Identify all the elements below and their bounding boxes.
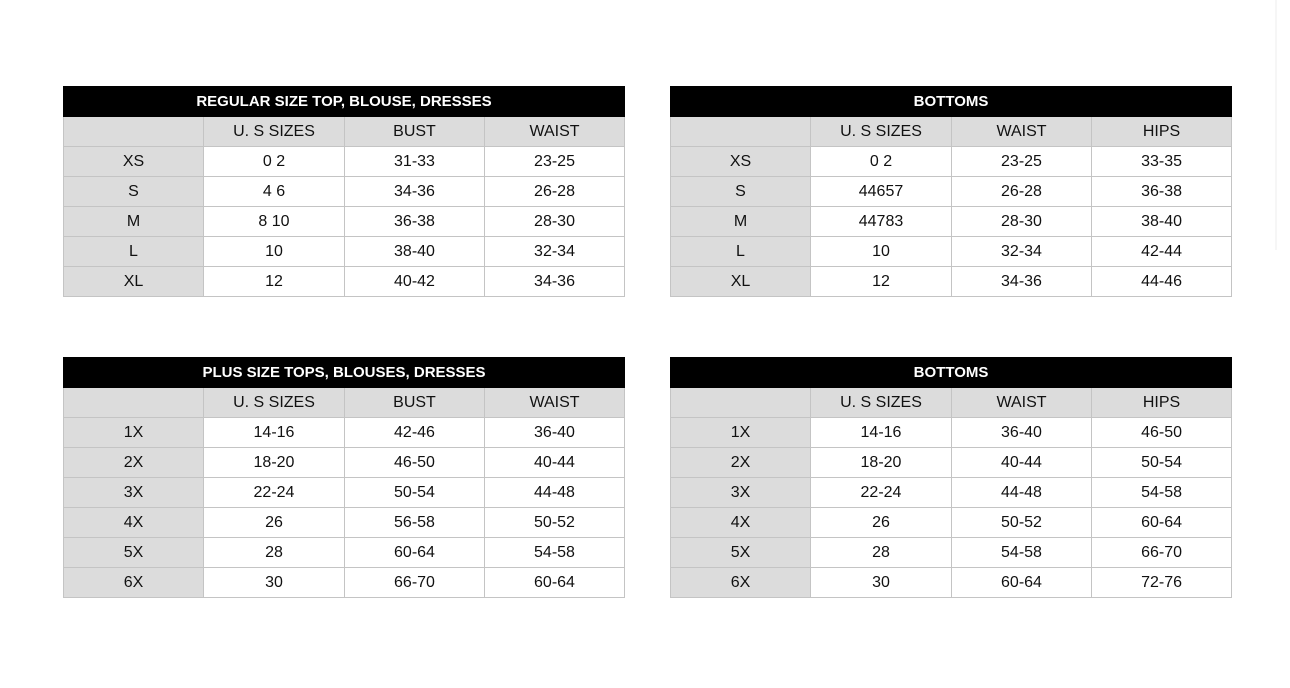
column-header-us-sizes: U. S SIZES [204,388,345,418]
table-row [64,177,625,207]
hips-cell: 50-54 [1092,448,1232,478]
us-size-cell: 12 [204,267,345,297]
hips-cell: 66-70 [1092,538,1232,568]
waist-cell: 26-28 [952,177,1092,207]
size-label: S [64,177,204,207]
table-row [671,177,1232,207]
size-label: 1X [64,418,204,448]
column-header-bust: BUST [345,117,485,147]
us-size-cell: 10 [204,237,345,267]
waist-cell: 60-64 [952,568,1092,598]
table-row [671,478,1232,508]
column-header-us-sizes: U. S SIZES [811,388,952,418]
us-size-cell: 12 [811,267,952,297]
us-size-cell: 14-16 [811,418,952,448]
table-row [671,267,1232,297]
hips-cell: 46-50 [1092,418,1232,448]
size-label: 6X [64,568,204,598]
table-row [64,538,625,568]
us-size-cell: 22-24 [204,478,345,508]
table-title: BOTTOMS [671,87,1232,117]
hips-cell: 60-64 [1092,508,1232,538]
size-label: S [671,177,811,207]
bust-cell: 40-42 [345,267,485,297]
size-label: XS [671,147,811,177]
waist-cell: 32-34 [485,237,625,267]
size-label: XL [64,267,204,297]
us-size-cell: 30 [204,568,345,598]
table-row [671,147,1232,177]
us-size-cell: 4 6 [204,177,345,207]
size-label: 5X [64,538,204,568]
hips-cell: 54-58 [1092,478,1232,508]
table-row [671,538,1232,568]
table-row [671,508,1232,538]
table-row [64,237,625,267]
table-row [64,418,625,448]
column-header-bust: BUST [345,388,485,418]
waist-cell: 50-52 [952,508,1092,538]
us-size-cell: 14-16 [204,418,345,448]
table-row [64,147,625,177]
size-label: 6X [671,568,811,598]
table-row [64,267,625,297]
column-header-waist: WAIST [952,388,1092,418]
table-row [671,568,1232,598]
column-header-waist: WAIST [952,117,1092,147]
us-size-cell: 26 [204,508,345,538]
table-row [64,478,625,508]
regular-size-bottoms-table [670,86,1232,297]
waist-cell: 23-25 [485,147,625,177]
us-size-cell: 10 [811,237,952,267]
waist-cell: 34-36 [485,267,625,297]
waist-cell: 26-28 [485,177,625,207]
column-header-waist: WAIST [485,388,625,418]
bust-cell: 56-58 [345,508,485,538]
us-size-cell: 26 [811,508,952,538]
column-header-us-sizes: U. S SIZES [204,117,345,147]
column-header-hips: HIPS [1092,117,1232,147]
size-label: 3X [671,478,811,508]
waist-cell: 36-40 [952,418,1092,448]
table-row [671,207,1232,237]
column-header-blank [64,388,204,418]
hips-cell: 72-76 [1092,568,1232,598]
size-label: XS [64,147,204,177]
table-title: PLUS SIZE TOPS, BLOUSES, DRESSES [64,358,625,388]
size-label: 4X [64,508,204,538]
table-row [64,448,625,478]
bust-cell: 36-38 [345,207,485,237]
column-header-us-sizes: U. S SIZES [811,117,952,147]
table-row [671,418,1232,448]
column-header-blank [671,388,811,418]
plus-size-bottoms-table [670,357,1232,598]
waist-cell: 36-40 [485,418,625,448]
size-label: XL [671,267,811,297]
table-row [671,448,1232,478]
hips-cell: 42-44 [1092,237,1232,267]
size-label: L [64,237,204,267]
hips-cell: 44-46 [1092,267,1232,297]
bust-cell: 46-50 [345,448,485,478]
size-label: 2X [671,448,811,478]
column-header-blank [671,117,811,147]
waist-cell: 50-52 [485,508,625,538]
us-size-cell: 0 2 [204,147,345,177]
plus-size-tops-table [63,357,625,598]
hips-cell: 38-40 [1092,207,1232,237]
table-row [671,237,1232,267]
size-label: 4X [671,508,811,538]
waist-cell: 44-48 [485,478,625,508]
us-size-cell: 18-20 [811,448,952,478]
bust-cell: 38-40 [345,237,485,267]
bust-cell: 60-64 [345,538,485,568]
waist-cell: 28-30 [952,207,1092,237]
us-size-cell: 28 [204,538,345,568]
us-size-cell: 8 10 [204,207,345,237]
hips-cell: 36-38 [1092,177,1232,207]
table-title: REGULAR SIZE TOP, BLOUSE, DRESSES [64,87,625,117]
table-row [64,568,625,598]
table-title: BOTTOMS [671,358,1232,388]
us-size-cell: 44657 [811,177,952,207]
waist-cell: 54-58 [952,538,1092,568]
us-size-cell: 18-20 [204,448,345,478]
size-label: 5X [671,538,811,568]
column-header-blank [64,117,204,147]
waist-cell: 40-44 [485,448,625,478]
size-label: M [64,207,204,237]
us-size-cell: 28 [811,538,952,568]
waist-cell: 60-64 [485,568,625,598]
us-size-cell: 22-24 [811,478,952,508]
bust-cell: 31-33 [345,147,485,177]
waist-cell: 23-25 [952,147,1092,177]
page-edge-divider [1275,0,1277,250]
waist-cell: 54-58 [485,538,625,568]
table-row [64,207,625,237]
us-size-cell: 0 2 [811,147,952,177]
size-label: 3X [64,478,204,508]
bust-cell: 42-46 [345,418,485,448]
bust-cell: 66-70 [345,568,485,598]
us-size-cell: 44783 [811,207,952,237]
us-size-cell: 30 [811,568,952,598]
waist-cell: 32-34 [952,237,1092,267]
waist-cell: 28-30 [485,207,625,237]
bust-cell: 34-36 [345,177,485,207]
column-header-waist: WAIST [485,117,625,147]
size-label: M [671,207,811,237]
waist-cell: 44-48 [952,478,1092,508]
waist-cell: 34-36 [952,267,1092,297]
waist-cell: 40-44 [952,448,1092,478]
column-header-hips: HIPS [1092,388,1232,418]
size-label: 1X [671,418,811,448]
hips-cell: 33-35 [1092,147,1232,177]
size-label: 2X [64,448,204,478]
table-row [64,508,625,538]
bust-cell: 50-54 [345,478,485,508]
regular-size-tops-table [63,86,625,297]
size-label: L [671,237,811,267]
